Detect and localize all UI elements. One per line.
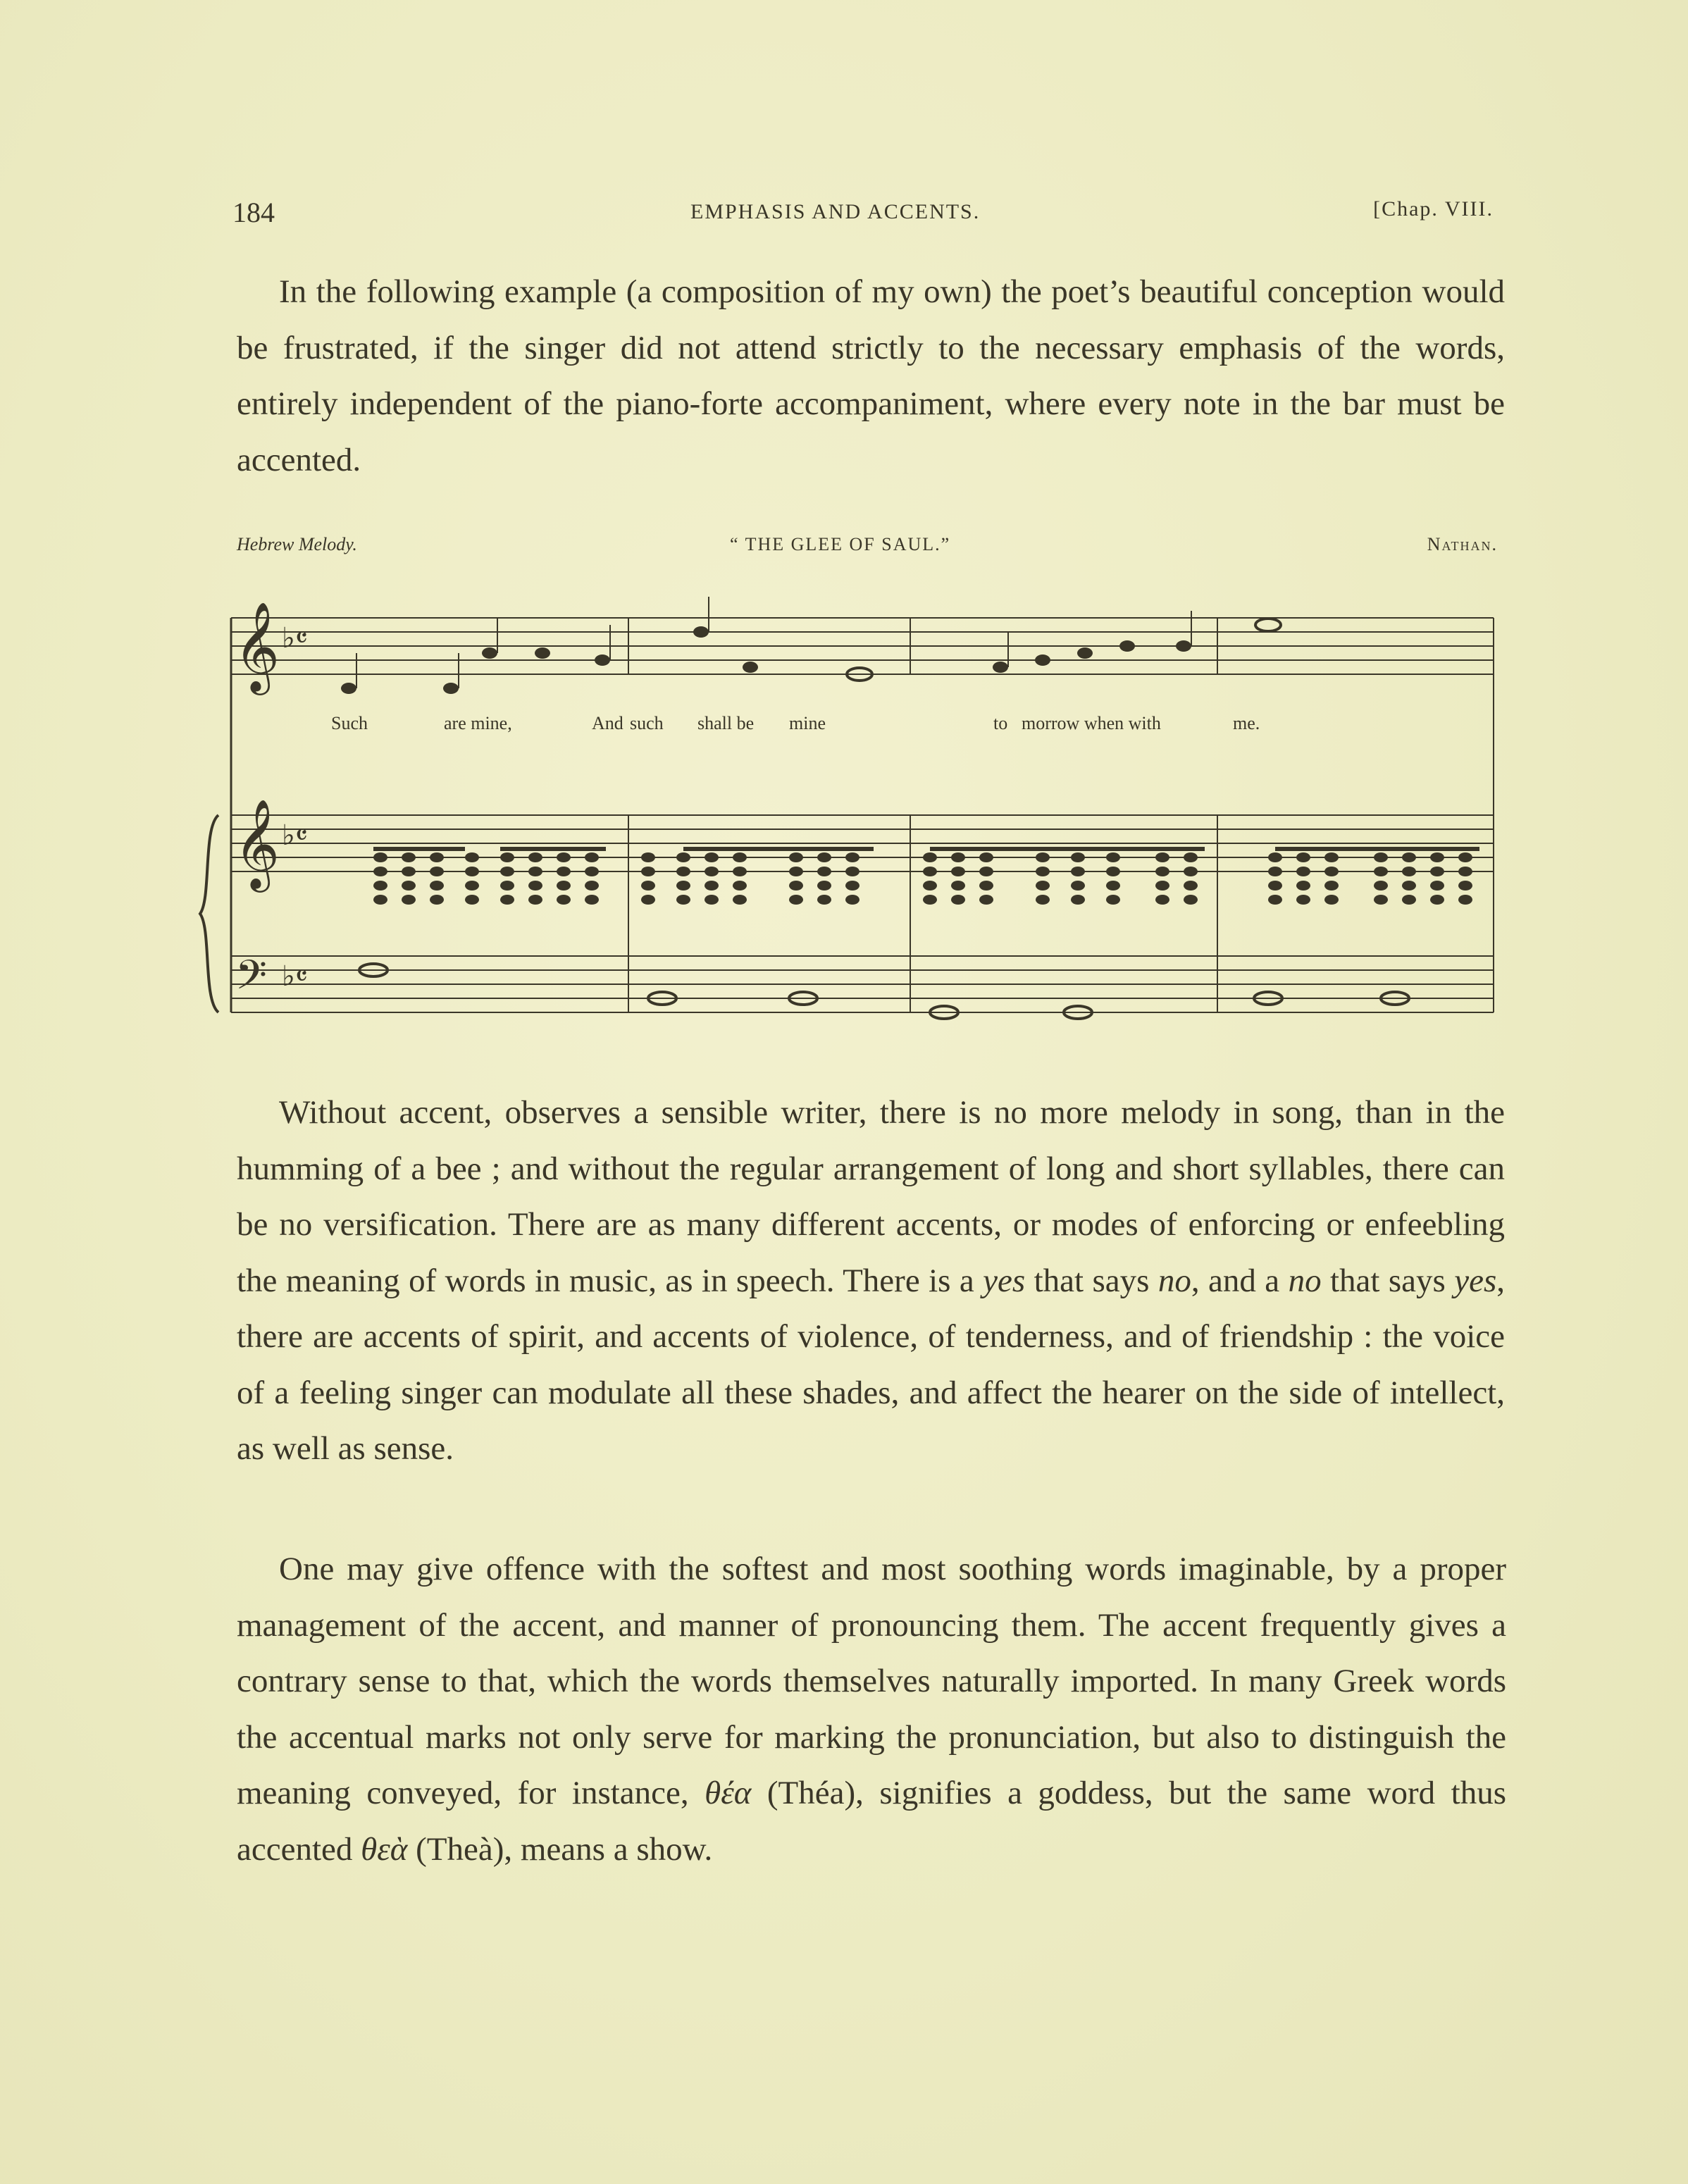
piano-chord [528,852,542,905]
lyric: are mine, [444,713,512,733]
piano-chord [817,852,831,905]
piano-chord [1106,852,1120,905]
piano-chord [1184,852,1198,905]
p2-text-a: Without accent, observes a sensible writer, there is no more melody in song, than in the humming of a bee ; and without the regular arrangement of long and short syllables, there can be no versification. There are as many different accents, or modes of enforcing or enfeebling the meaning of words in music, as in speech. There is a [237,1094,1505,1299]
bass-clef-icon: 𝄢 [235,951,268,1009]
piano-chord [557,852,571,905]
piano-chord [979,852,993,905]
music-score [197,588,1508,1039]
p2-text-c: , and a [1191,1262,1289,1299]
music-subtitle: Hebrew Melody. [237,534,357,554]
piano-chord [923,852,937,905]
piano-chord [1071,852,1085,905]
running-title: EMPHASIS AND ACCENTS. [690,200,981,223]
voice-staff [231,618,1494,674]
lyric: such [630,713,664,733]
p3-text-b: (Théa), signifies a goddess, but the same word thus accented [237,1775,1506,1868]
p2-no: no [1288,1262,1322,1299]
piano-chord [1458,852,1472,905]
piano-chord [733,852,747,905]
p2-yes: yes [1454,1262,1497,1299]
lyric: mine [789,713,826,733]
piano-chord [1324,852,1339,905]
piano-chord [1268,852,1282,905]
piano-chord [1155,852,1169,905]
piano-chord [1430,852,1444,905]
lyric: morrow when with [1022,713,1161,733]
lyric: to [993,713,1008,733]
lyric: me. [1233,713,1260,733]
treble-clef-icon: 𝄞 [234,601,280,691]
p2-no: no [1158,1262,1191,1299]
page-number: 184 [232,197,275,228]
lyrics-row [331,713,1260,733]
piano-chord [951,852,965,905]
piano-bass-staff [231,956,1494,1012]
paragraph-intro [237,264,1505,488]
music-title: “ THE GLEE OF SAUL.” [730,534,951,554]
running-header [232,196,1494,231]
svg-text:♭𝄴: ♭𝄴 [282,819,308,852]
piano-chord [641,852,655,905]
piano-chord [1402,852,1416,905]
p2-yes: yes [983,1262,1026,1299]
treble-clef-icon: 𝄞 [234,798,280,888]
p3-text-c: (Theà), means a show. [407,1830,713,1868]
piano-chord [1374,852,1388,905]
music-composer: Nathan. [1427,534,1498,554]
piano-chord [1036,852,1050,905]
lyric: Such [331,713,368,733]
piano-chord [676,852,690,905]
piano-chord [430,852,444,905]
paragraph-greek [237,1541,1506,1878]
lyric: And [592,713,623,733]
piano-chord [402,852,416,905]
piano-treble-staff [231,815,1494,871]
greek-word: θέα [705,1775,752,1811]
piano-chord [1296,852,1310,905]
svg-text:♭𝄴: ♭𝄴 [282,622,308,654]
piano-chord [585,852,599,905]
p2-text-b: that says [1025,1262,1158,1299]
piano-chord [845,852,859,905]
piano-chord [465,852,479,905]
piano-chord [705,852,719,905]
svg-text:♭𝄴: ♭𝄴 [282,960,308,993]
paragraph-intro-text: In the following example (a composition of my own) the poet’s beautiful conception would be frustrated, if the singer did not attend strictly to the necessary emphasis of the words, entirely independent of the piano-forte accompaniment, where every note in the bar must be accented. [237,273,1505,478]
piano-chord [789,852,803,905]
paragraph-accent [237,1085,1505,1477]
greek-word: θεὰ [361,1830,408,1868]
music-heading [237,534,1498,562]
p2-text-d: that says [1321,1262,1455,1299]
piano-chord [500,852,514,905]
p3-text-a: One may give offence with the softest and most soothing words imaginable, by a proper management of the accent, and manner of pronouncing them. The accent frequently gives a contrary sense to that, which the words themselves naturally imported. In many Greek words the accentual marks not only serve for marking the pronunciation, but also to distinguish the meaning conveyed, for instance, [237,1551,1506,1811]
lyric: shall be [697,713,755,733]
piano-chord [373,852,387,905]
chapter-label: [Chap. VIII. [1373,197,1494,221]
p2-text-e: , there are accents of spirit, and accents of violence, of tenderness, and of friendship : the voice of a feeling singer can modulate all these shades, and affect the hearer on the side of intellect, as well as sense. [237,1262,1505,1467]
